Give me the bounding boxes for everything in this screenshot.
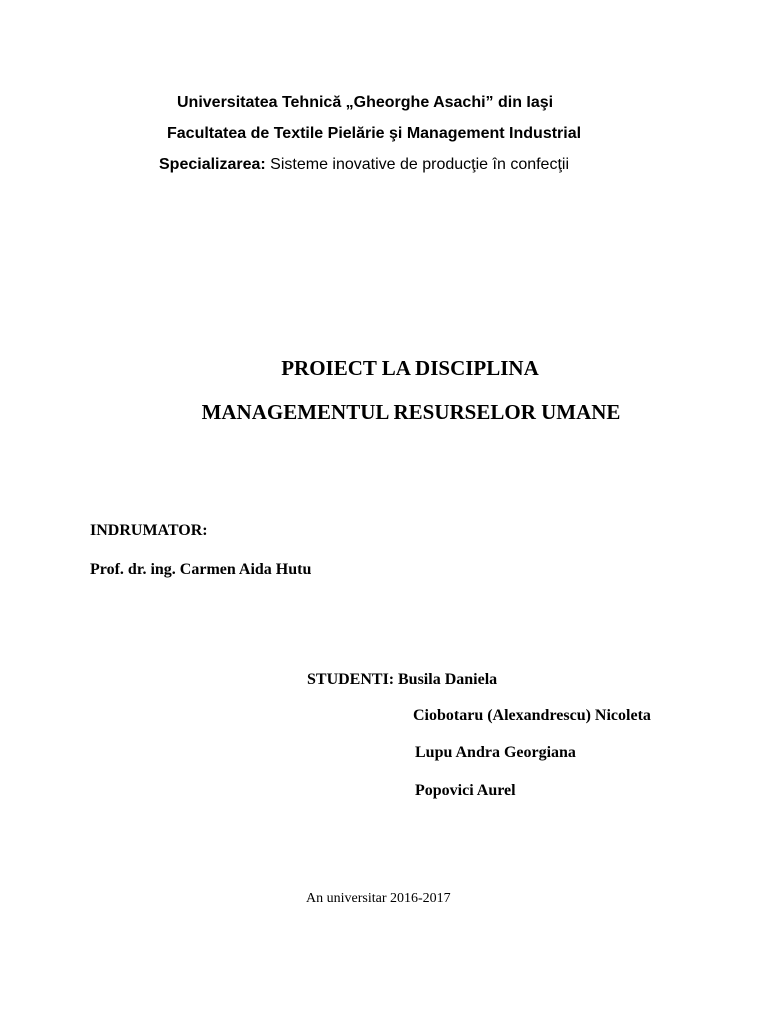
academic-year: An universitar 2016-2017: [306, 891, 451, 906]
coordinator-name: Prof. dr. ing. Carmen Aida Hutu: [90, 561, 312, 578]
specialization: [159, 157, 569, 173]
project-title-line-2: MANAGEMENTUL RESURSELOR UMANE: [201, 400, 621, 424]
student-name: Popovici Aurel: [415, 782, 516, 799]
students-label: STUDENTI:: [307, 671, 395, 688]
specialization-value: Sisteme inovative de producţie în confecţii: [265, 156, 570, 173]
university-name: Universitatea Tehnică „Gheorghe Asachi” din Iaşi: [177, 94, 554, 111]
specialization-label: Specializarea:: [159, 156, 266, 173]
project-title-line-1: PROIECT LA DISCIPLINA: [281, 356, 539, 380]
student-name: Ciobotaru (Alexandrescu) Nicoleta: [413, 707, 651, 724]
student-name: Busila Daniela: [398, 671, 498, 688]
faculty-name: Facultatea de Textile Pielărie şi Management Industrial: [167, 125, 582, 142]
student-name: Lupu Andra Georgiana: [415, 744, 576, 761]
coordinator-label: INDRUMATOR:: [90, 522, 208, 539]
